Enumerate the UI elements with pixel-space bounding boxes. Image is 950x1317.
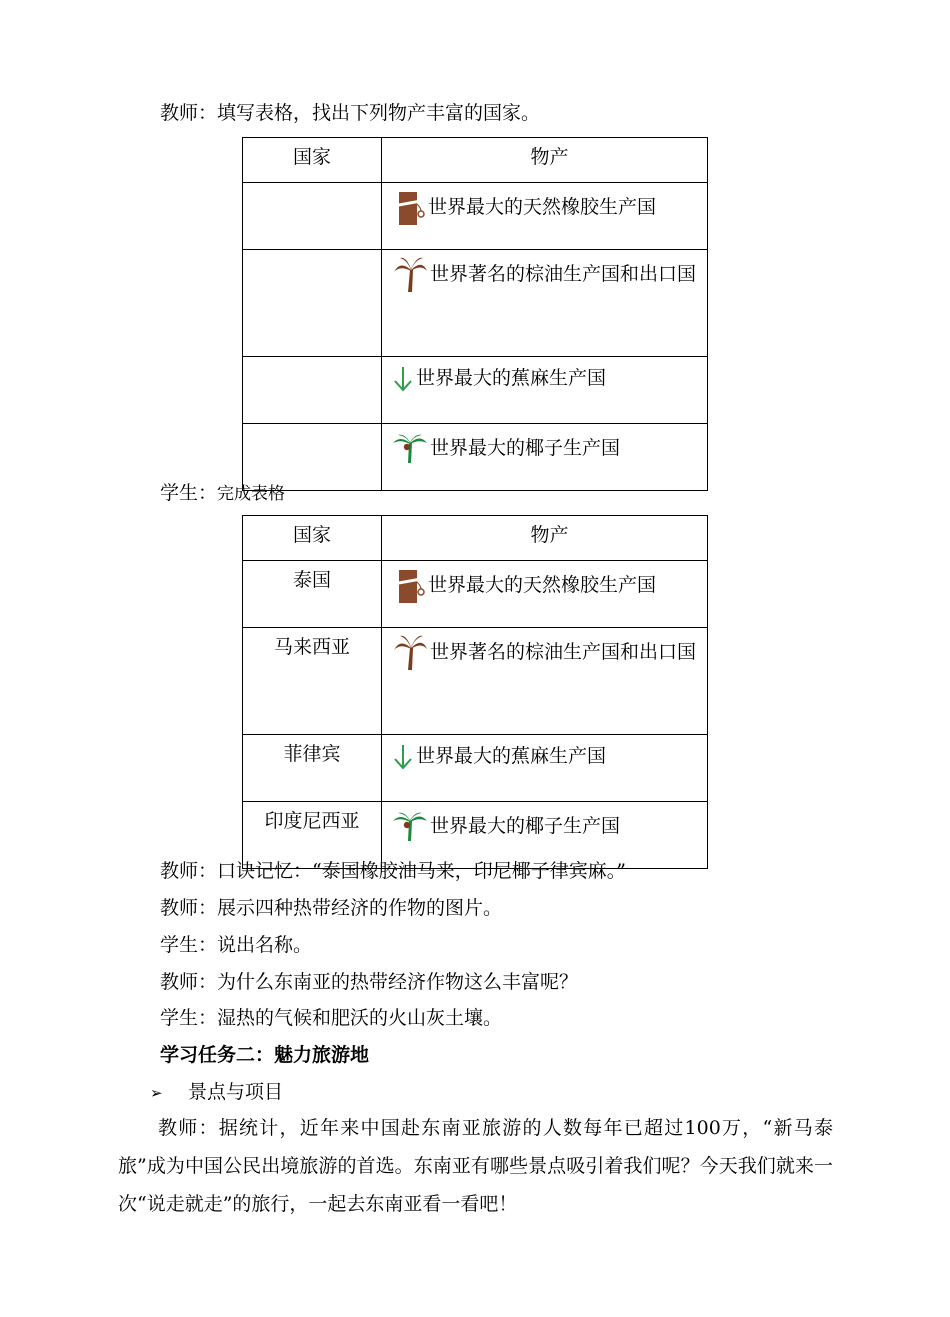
header-product: 物产: [382, 516, 708, 561]
abaca-icon: [392, 365, 414, 393]
bullet-arrow-icon: ➢: [150, 1084, 163, 1102]
product-cell: [382, 357, 708, 424]
product-cell: [382, 735, 708, 802]
teacher-intro-line: 教师：填写表格，找出下列物产丰富的国家。: [160, 102, 541, 124]
product-text: 世界著名的棕油生产国和出口国: [430, 263, 697, 285]
closing-paragraph: 教师：据统计，近年来中国赴东南亚旅游的人数每年已超过100万，“新马泰旅”成为中国公民出境旅游的首选。东南亚有哪些景点吸引着我们呢？今天我们就来一次“说走就走”的旅行，一起去东南亚看一看吧！: [118, 1117, 833, 1215]
dialogue-line: 教师：为什么东南亚的热带经济作物这么丰富呢？: [160, 971, 579, 993]
product-cell: [382, 424, 708, 491]
dialogue-line: 学生：湿热的气候和肥沃的火山灰土壤。: [160, 1007, 503, 1029]
product-text: 世界著名的棕油生产国和出口国: [430, 641, 697, 663]
product-text: 世界最大的蕉麻生产国: [416, 367, 607, 389]
bullet-text: 景点与项目: [188, 1081, 284, 1103]
product-text: 世界最大的蕉麻生产国: [416, 745, 607, 767]
coconut-palm-icon: [392, 811, 428, 843]
country-cell: 泰国: [243, 561, 382, 628]
country-cell-empty: [243, 357, 382, 424]
student-line: [160, 481, 285, 506]
products-table-completed: [242, 515, 708, 869]
country-cell-empty: [243, 250, 382, 357]
country-cell: 印度尼西亚: [243, 802, 382, 869]
student-text: 完成表格: [217, 484, 286, 504]
products-table-blank: [242, 137, 708, 491]
student-speaker: 学生：: [160, 482, 218, 504]
product-cell: [382, 628, 708, 735]
country-cell-empty: [243, 183, 382, 250]
header-country: 国家: [243, 516, 382, 561]
header-country: 国家: [243, 138, 382, 183]
abaca-icon: [392, 743, 414, 771]
rubber-tree-icon: [392, 568, 426, 604]
bullet-item: [150, 1080, 283, 1105]
product-cell: [382, 250, 708, 357]
product-cell: [382, 561, 708, 628]
product-text: 世界最大的椰子生产国: [430, 437, 621, 459]
product-cell: [382, 183, 708, 250]
coconut-palm-icon: [392, 433, 428, 465]
country-cell: 马来西亚: [243, 628, 382, 735]
task-heading: 学习任务二：魅力旅游地: [160, 1044, 370, 1066]
rubber-tree-icon: [392, 190, 426, 226]
dialogue-line: 学生：说出名称。: [160, 934, 313, 956]
product-text: 世界最大的天然橡胶生产国: [428, 574, 657, 596]
oil-palm-icon: [392, 256, 428, 294]
dialogue-line: 教师：口诀记忆：“泰国橡胶油马来，印尼椰子律宾麻。”: [160, 860, 626, 882]
country-cell: 菲律宾: [243, 735, 382, 802]
oil-palm-icon: [392, 634, 428, 672]
product-text: 世界最大的天然橡胶生产国: [428, 196, 657, 218]
dialogue-line: 教师：展示四种热带经济的作物的图片。: [160, 897, 503, 919]
product-text: 世界最大的椰子生产国: [430, 815, 621, 837]
header-product: 物产: [382, 138, 708, 183]
